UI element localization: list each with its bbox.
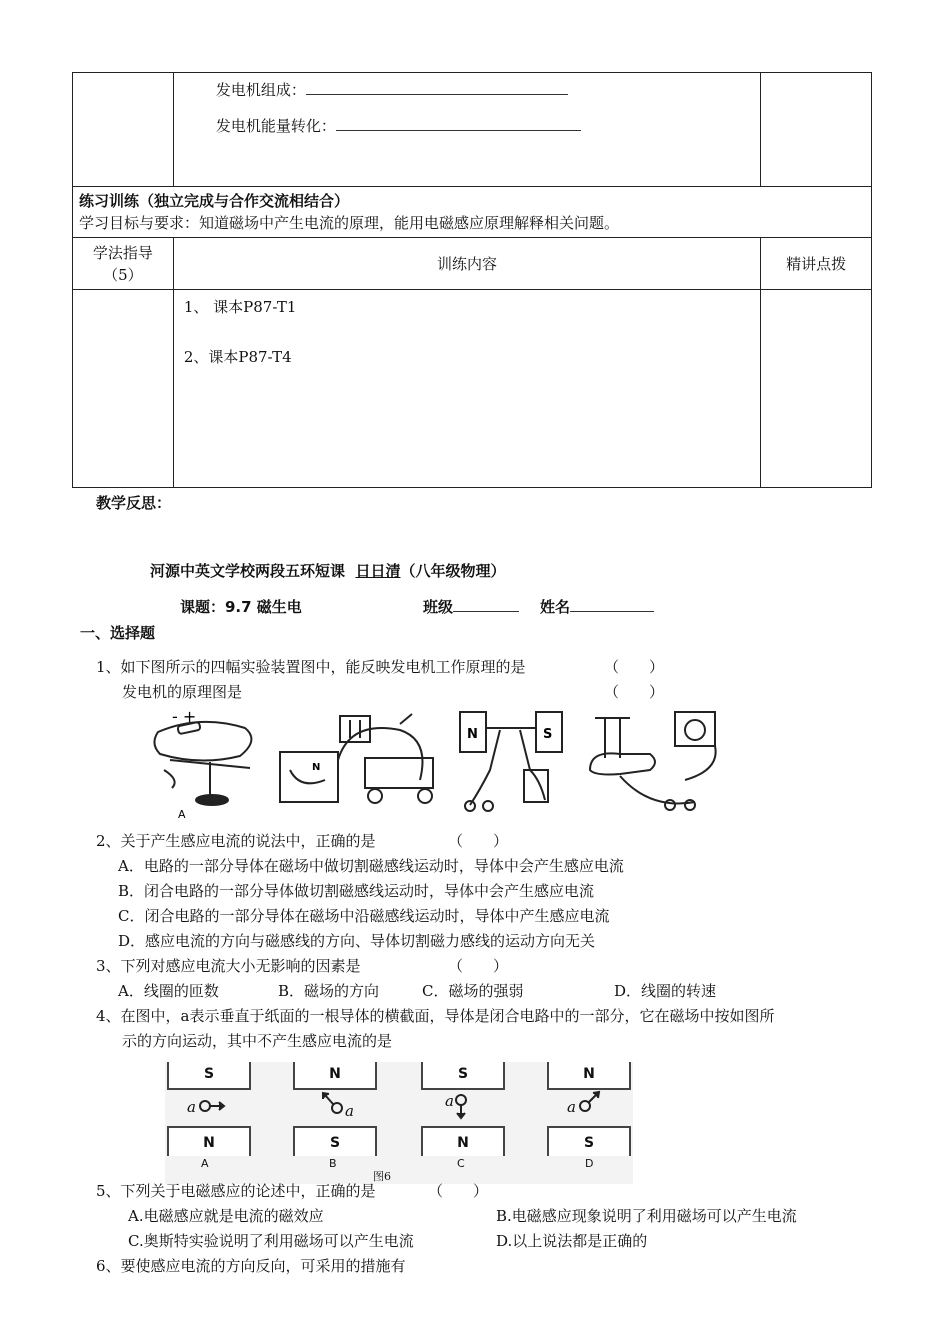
magnet-pole: N xyxy=(547,1062,631,1090)
magnet-pole: S xyxy=(293,1126,377,1156)
learning-goal: 学习目标与要求：知道磁场中产生电流的原理，能用电磁感应原理解释相关问题。 xyxy=(79,214,620,232)
conductor-arrows xyxy=(165,1090,633,1124)
q3-option-a[interactable]: A．线圈的匝数 xyxy=(118,982,219,1000)
table-cell xyxy=(73,73,174,187)
col-header-method: 学法指导 （5） xyxy=(73,238,174,290)
magnet-pole: N xyxy=(421,1126,505,1156)
figure-caption: 图6 xyxy=(373,1170,391,1183)
figure-a-polarity: - + xyxy=(172,710,197,726)
figure-a xyxy=(154,722,251,805)
q2-option-b[interactable]: B．闭合电路的一部分导体做切割磁感线运动时，导体中会产生感应电流 xyxy=(118,882,595,900)
figure-c-n: N xyxy=(467,727,478,742)
teaching-reflection: 教学反思： xyxy=(96,494,172,512)
option-label-b: B xyxy=(329,1157,337,1170)
name-field: 姓名 xyxy=(540,596,654,617)
generator-energy-label: 发电机能量转化： xyxy=(215,117,336,135)
question-4-line1: 4、在图中，a表示垂直于纸面的一根导体的横截面，导体是闭合电路中的一部分，它在磁场中按如图所 xyxy=(96,1007,775,1025)
answer-paren[interactable]: （ ） xyxy=(604,658,665,676)
class-field: 班级 xyxy=(423,596,519,617)
magnet-pole: N xyxy=(293,1062,377,1090)
q5-option-d[interactable]: D.以上说法都是正确的 xyxy=(496,1232,648,1250)
answer-paren[interactable]: （ ） xyxy=(448,832,509,850)
generator-composition-label: 发电机组成： xyxy=(215,81,306,99)
training-content-cell xyxy=(173,290,760,488)
magnet-pole: S xyxy=(167,1062,251,1090)
col-header-content: 训练内容 xyxy=(173,238,760,290)
school-title: 河源中英文学校两段五环短课 日日清（八年级物理） xyxy=(150,562,506,580)
training-item-1: 1、 课本P87-T1 xyxy=(183,298,297,316)
answer-line[interactable] xyxy=(336,130,581,131)
magnet-pole: S xyxy=(421,1062,505,1090)
q3-option-b[interactable]: B．磁场的方向 xyxy=(278,982,380,1000)
question-5: 5、下列关于电磁感应的论述中，正确的是 xyxy=(96,1182,376,1200)
section-choice-title: 一、选择题 xyxy=(80,624,156,642)
answer-line[interactable] xyxy=(306,94,568,95)
q5-option-c[interactable]: C.奥斯特实验说明了利用磁场可以产生电流 xyxy=(128,1232,414,1250)
option-label-c: C xyxy=(457,1157,465,1170)
answer-paren[interactable]: （ ） xyxy=(448,957,509,975)
q2-option-d[interactable]: D．感应电流的方向与磁感线的方向、导体切割磁力感线的运动方向无关 xyxy=(118,932,596,950)
answer-paren[interactable]: （ ） xyxy=(428,1182,489,1200)
q5-option-b[interactable]: B.电磁感应现象说明了利用磁场可以产生电流 xyxy=(496,1207,797,1225)
option-label-a: A xyxy=(201,1157,209,1170)
table-cell xyxy=(761,290,872,488)
conductor-label: a xyxy=(187,1098,196,1116)
figure-a-label: A xyxy=(178,808,186,820)
practice-table xyxy=(72,72,872,488)
magnet-pole: N xyxy=(167,1126,251,1156)
q5-option-a[interactable]: A.电磁感应就是电流的磁效应 xyxy=(128,1207,324,1225)
conductor-label: a xyxy=(567,1098,576,1116)
q3-option-d[interactable]: D．线圈的转速 xyxy=(614,982,717,1000)
col-header-notes: 精讲点拨 xyxy=(761,238,872,290)
lesson-title: 课题：9.7 磁生电 xyxy=(180,598,302,616)
training-item-2: 2、课本P87-T4 xyxy=(183,348,292,366)
q2-option-a[interactable]: A．电路的一部分导体在磁场中做切割磁感线运动时，导体中会产生感应电流 xyxy=(118,857,624,875)
q1-figures xyxy=(150,710,720,820)
question-2: 2、关于产生感应电流的说法中，正确的是 xyxy=(96,832,376,850)
figure-d xyxy=(590,712,716,810)
generator-cell xyxy=(173,73,760,187)
conductor-label: a xyxy=(445,1092,454,1110)
question-6: 6、要使感应电流的方向反向，可采用的措施有 xyxy=(96,1257,406,1275)
question-3: 3、下列对感应电流大小无影响的因素是 xyxy=(96,957,361,975)
figure-b-n: N xyxy=(312,762,321,773)
practice-heading: 练习训练（独立完成与合作交流相结合） xyxy=(79,192,350,210)
conductor-label: a xyxy=(345,1102,354,1120)
q4-figure xyxy=(165,1062,633,1184)
table-cell xyxy=(73,290,174,488)
magnet-pole: S xyxy=(547,1126,631,1156)
q2-option-c[interactable]: C．闭合电路的一部分导体在磁场中沿磁感线运动时，导体中产生感应电流 xyxy=(118,907,610,925)
table-cell xyxy=(761,73,872,187)
practice-heading-cell xyxy=(73,187,872,238)
answer-paren[interactable]: （ ） xyxy=(604,683,665,701)
q3-option-c[interactable]: C．磁场的强弱 xyxy=(422,982,524,1000)
option-label-d: D xyxy=(585,1157,594,1170)
figure-b xyxy=(280,714,433,803)
question-1-sub: 发电机的原理图是 xyxy=(122,683,243,701)
question-1: 1、如下图所示的四幅实验装置图中，能反映发电机工作原理的是 xyxy=(96,658,526,676)
question-4-line2: 示的方向运动，其中不产生感应电流的是 xyxy=(122,1032,393,1050)
figure-c-s: S xyxy=(543,727,553,742)
